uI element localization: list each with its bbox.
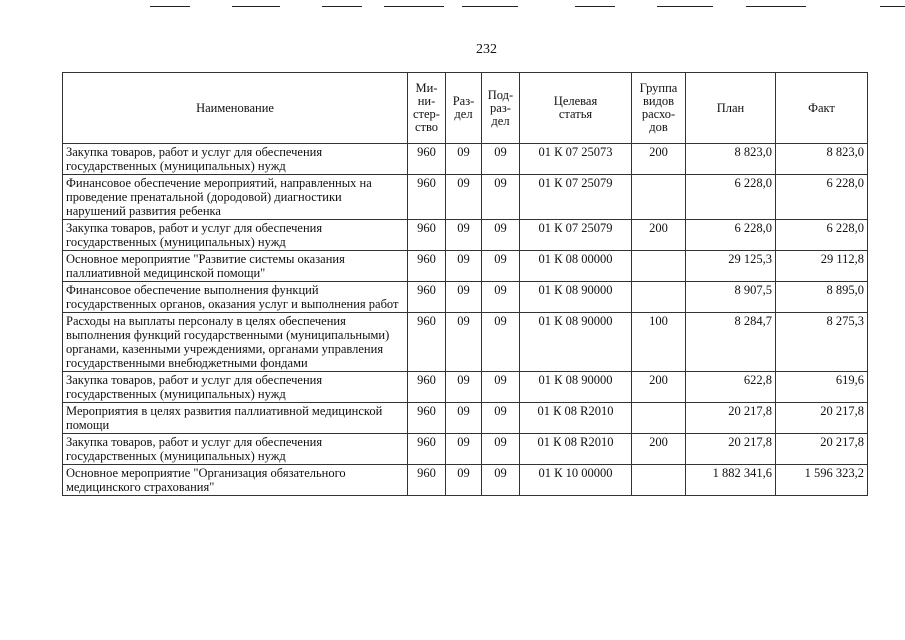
table-row [63, 434, 868, 465]
row-fact: 29 112,8 [776, 251, 868, 282]
row-ministry: 960 [408, 313, 446, 372]
row-ministry: 960 [408, 220, 446, 251]
row-section: 09 [446, 313, 482, 372]
row-group [632, 251, 686, 282]
top-rule [880, 6, 905, 7]
row-group [632, 403, 686, 434]
budget-table [62, 72, 868, 496]
row-group: 200 [632, 434, 686, 465]
top-rule [232, 6, 280, 7]
row-section: 09 [446, 372, 482, 403]
row-ministry: 960 [408, 434, 446, 465]
row-subsection: 09 [482, 465, 520, 496]
row-target: 01 К 08 R2010 [520, 403, 632, 434]
row-ministry: 960 [408, 403, 446, 434]
row-target: 01 К 08 R2010 [520, 434, 632, 465]
row-name: Основное мероприятие "Организация обязательного медицинского страхования" [63, 465, 408, 496]
row-name: Закупка товаров, работ и услуг для обеспечения государственных (муниципальных) нужд [63, 144, 408, 175]
row-ministry: 960 [408, 251, 446, 282]
row-name: Финансовое обеспечение выполнения функций государственных органов, оказания услуг и выполнения работ [63, 282, 408, 313]
row-fact: 20 217,8 [776, 434, 868, 465]
row-fact: 6 228,0 [776, 175, 868, 220]
row-plan: 20 217,8 [686, 434, 776, 465]
top-rule [322, 6, 362, 7]
row-target: 01 К 07 25073 [520, 144, 632, 175]
table-row [63, 372, 868, 403]
row-section: 09 [446, 434, 482, 465]
row-group: 200 [632, 220, 686, 251]
header-fact: Факт [776, 73, 868, 144]
row-group [632, 175, 686, 220]
row-subsection: 09 [482, 251, 520, 282]
table-header-row [63, 73, 868, 144]
table-row [63, 175, 868, 220]
row-plan: 6 228,0 [686, 175, 776, 220]
row-name: Основное мероприятие "Развитие системы оказания паллиативной медицинской помощи" [63, 251, 408, 282]
row-subsection: 09 [482, 220, 520, 251]
row-plan: 20 217,8 [686, 403, 776, 434]
top-rule [462, 6, 518, 7]
page-number: 232 [476, 42, 497, 57]
row-ministry: 960 [408, 372, 446, 403]
top-rule [575, 6, 615, 7]
row-ministry: 960 [408, 144, 446, 175]
row-group: 200 [632, 372, 686, 403]
row-subsection: 09 [482, 372, 520, 403]
row-fact: 8 275,3 [776, 313, 868, 372]
row-ministry: 960 [408, 175, 446, 220]
row-target: 01 К 08 90000 [520, 372, 632, 403]
row-plan: 29 125,3 [686, 251, 776, 282]
row-target: 01 К 07 25079 [520, 220, 632, 251]
table-row [63, 282, 868, 313]
row-name: Закупка товаров, работ и услуг для обеспечения государственных (муниципальных) нужд [63, 372, 408, 403]
row-ministry: 960 [408, 465, 446, 496]
row-group [632, 282, 686, 313]
table-row [63, 220, 868, 251]
row-plan: 8 907,5 [686, 282, 776, 313]
row-section: 09 [446, 220, 482, 251]
row-name: Закупка товаров, работ и услуг для обеспечения государственных (муниципальных) нужд [63, 220, 408, 251]
row-fact: 6 228,0 [776, 220, 868, 251]
header-plan: План [686, 73, 776, 144]
row-plan: 8 823,0 [686, 144, 776, 175]
row-group: 100 [632, 313, 686, 372]
row-target: 01 К 10 00000 [520, 465, 632, 496]
row-name: Финансовое обеспечение мероприятий, направленных на проведение пренатальной (дородовой) диагностики нарушений развития ребенка [63, 175, 408, 220]
row-plan: 1 882 341,6 [686, 465, 776, 496]
row-section: 09 [446, 144, 482, 175]
header-name: Наименование [63, 73, 408, 144]
header-expense-group: Группа видов расхо- дов [632, 73, 686, 144]
top-rule [746, 6, 806, 7]
table-row [63, 313, 868, 372]
row-subsection: 09 [482, 175, 520, 220]
row-fact: 20 217,8 [776, 403, 868, 434]
row-plan: 622,8 [686, 372, 776, 403]
row-subsection: 09 [482, 403, 520, 434]
row-target: 01 К 08 90000 [520, 282, 632, 313]
row-fact: 1 596 323,2 [776, 465, 868, 496]
row-section: 09 [446, 175, 482, 220]
row-group: 200 [632, 144, 686, 175]
row-subsection: 09 [482, 434, 520, 465]
row-section: 09 [446, 251, 482, 282]
row-name: Расходы на выплаты персоналу в целях обеспечения выполнения функций государственными (муниципальными) органами, казенными учреждениями, органами управления государственными внебюджетными фондами [63, 313, 408, 372]
row-fact: 8 895,0 [776, 282, 868, 313]
row-target: 01 К 07 25079 [520, 175, 632, 220]
row-group [632, 465, 686, 496]
row-target: 01 К 08 00000 [520, 251, 632, 282]
row-name: Мероприятия в целях развития паллиативной медицинской помощи [63, 403, 408, 434]
header-subsection: Под- раз- дел [482, 73, 520, 144]
row-subsection: 09 [482, 144, 520, 175]
row-section: 09 [446, 403, 482, 434]
row-subsection: 09 [482, 282, 520, 313]
row-section: 09 [446, 282, 482, 313]
table-row [63, 465, 868, 496]
header-section: Раз- дел [446, 73, 482, 144]
top-rule [384, 6, 444, 7]
row-fact: 8 823,0 [776, 144, 868, 175]
row-section: 09 [446, 465, 482, 496]
header-ministry: Ми- ни- стер- ство [408, 73, 446, 144]
row-fact: 619,6 [776, 372, 868, 403]
table-row [63, 251, 868, 282]
top-rule [657, 6, 713, 7]
top-rule [150, 6, 190, 7]
row-name: Закупка товаров, работ и услуг для обеспечения государственных (муниципальных) нужд [63, 434, 408, 465]
row-ministry: 960 [408, 282, 446, 313]
table-row [63, 144, 868, 175]
row-plan: 8 284,7 [686, 313, 776, 372]
table-row [63, 403, 868, 434]
row-target: 01 К 08 90000 [520, 313, 632, 372]
header-target: Целевая статья [520, 73, 632, 144]
row-subsection: 09 [482, 313, 520, 372]
row-plan: 6 228,0 [686, 220, 776, 251]
